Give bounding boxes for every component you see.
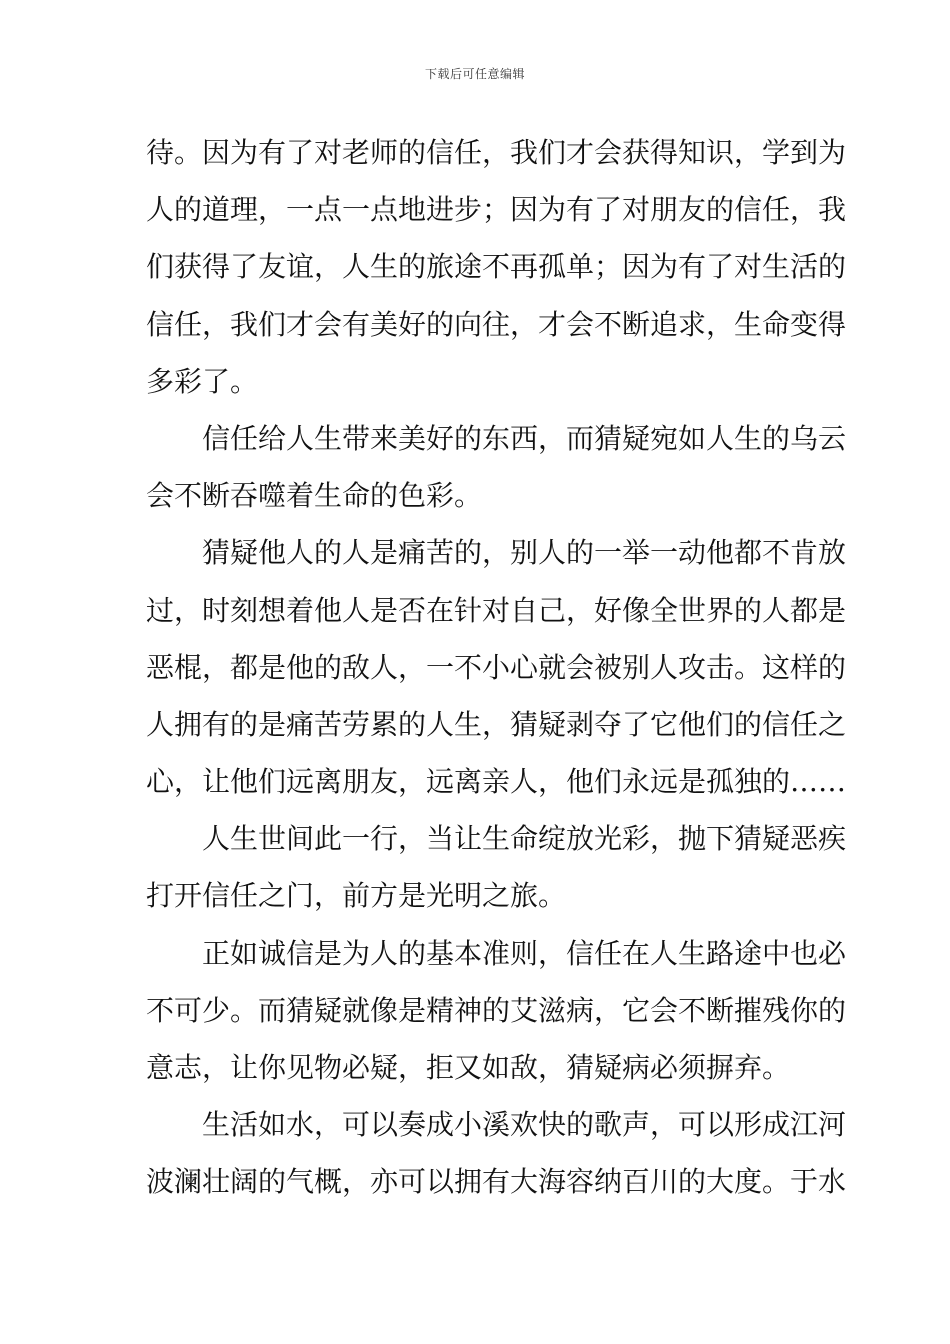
paragraph [146,925,847,1097]
text-line: 信任给人生带来美好的东西，而猜疑宛如人生的乌云 [202,421,847,455]
paragraph [146,410,847,524]
text-line: 心，让他们远离朋友，远离亲人，他们永远是孤独的…… [146,765,847,799]
text-line: 恶棍，都是他的敌人，一不小心就会被别人攻击。这样的 [146,650,847,684]
text-line: 多彩了。 [146,364,259,398]
text-line: 们获得了友谊，人生的旅途不再孤单；因为有了对生活的 [146,250,847,284]
paragraph [146,124,847,410]
text-line: 信任，我们才会有美好的向往，才会不断追求，生命变得 [146,307,847,341]
text-line: 生活如水，可以奏成小溪欢快的歌声，可以形成江河 [202,1108,847,1142]
text-line: 猜疑他人的人是痛苦的，别人的一举一动他都不肯放 [202,536,847,570]
text-line: 波澜壮阔的气概，亦可以拥有大海容纳百川的大度。于水 [146,1165,847,1199]
paragraph [146,810,847,924]
text-line: 待。因为有了对老师的信任，我们才会获得知识，学到为 [146,136,847,169]
text-line: 人的道理，一点一点地进步；因为有了对朋友的信任，我 [146,193,847,227]
document-body [146,124,847,1211]
text-line: 不可少。而猜疑就像是精神的艾滋病，它会不断摧残你的 [146,993,847,1027]
text-line: 会不断吞噬着生命的色彩。 [146,479,483,513]
text-line: 打开信任之门，前方是光明之旅。 [146,879,567,913]
page-header: 下载后可任意编辑 [424,67,525,81]
text-line: 人生世间此一行，当让生命绽放光彩，抛下猜疑恶疾 [202,822,847,856]
text-line: 意志，让你见物必疑，拒又如敌，猜疑病必须摒弃。 [146,1051,791,1084]
text-line: 过，时刻想着他人是否在针对自己，好像全世界的人都是 [146,593,847,627]
text-line: 正如诚信是为人的基本准则，信任在人生路途中也必 [202,936,847,970]
text-line: 人拥有的是痛苦劳累的人生，猜疑剥夺了它他们的信任之 [146,707,847,741]
paragraph [146,1096,847,1210]
paragraph [146,524,847,810]
